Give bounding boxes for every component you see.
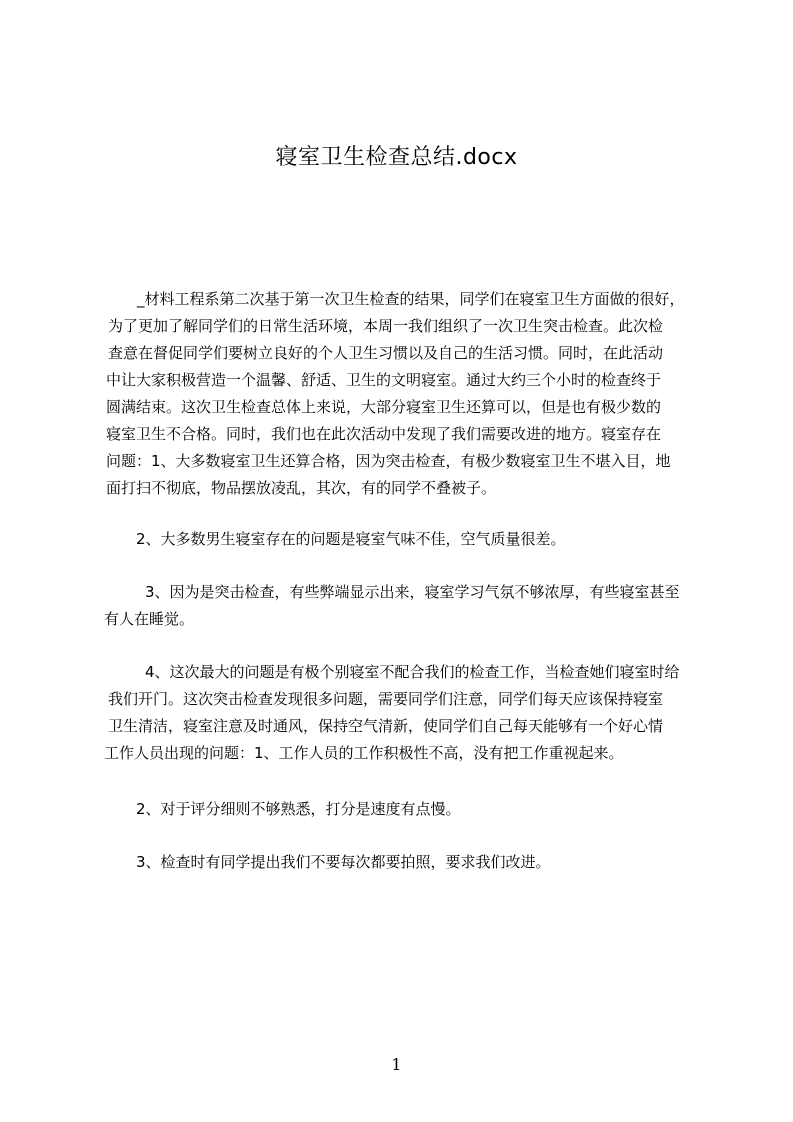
- paragraph-1-line-8: 面打扫不彻底，物品摆放凌乱，其次，有的同学不叠被子。: [106, 479, 497, 497]
- paragraph-3-line-1: 3、因为是突击检查，有些弊端显示出来，寝室学习气氛不够浓厚，有些寝室甚至: [145, 583, 680, 601]
- document-title: 寝室卫生检查总结.docx: [275, 145, 518, 170]
- paragraph-1-line-5: 圆满结束。这次卫生检查总体上来说，大部分寝室卫生还算可以，但是也有极少数的: [106, 398, 662, 416]
- paragraph-3-line-2: 有人在睡觉。: [104, 610, 195, 628]
- paragraph-1-line-6: 寝室卫生不合格。同时，我们也在此次活动中发现了我们需要改进的地方。寝室存在: [106, 425, 662, 443]
- paragraph-1-line-7: 问题：1、大多数寝室卫生还算合格，因为突击检查，有极少数寝室卫生不堪入目，地: [106, 452, 671, 470]
- page-number: 1: [391, 1055, 402, 1074]
- paragraph-5: 2、对于评分细则不够熟悉，打分是速度有点慢。: [136, 800, 461, 818]
- paragraph-4-line-3: 卫生清洁，寝室注意及时通风，保持空气清新，使同学们自己每天能够有一个好心情: [108, 717, 664, 735]
- paragraph-1-line-1: _材料工程系第二次基于第一次卫生检查的结果，同学们在寝室卫生方面做的很好，: [137, 290, 685, 308]
- paragraph-4-line-4: 工作人员出现的问题：1、工作人员的工作积极性不高，没有把工作重视起来。: [104, 744, 624, 762]
- paragraph-1-line-4: 中让大家积极营造一个温馨、舒适、卫生的文明寝室。通过大约三个小时的检查终于: [106, 371, 662, 389]
- paragraph-2: 2、大多数男生寝室存在的问题是寝室气味不佳，空气质量很差。: [136, 530, 566, 548]
- paragraph-4-line-1: 4、这次最大的问题是有极个别寝室不配合我们的检查工作，当检查她们寝室时给: [145, 663, 680, 681]
- paragraph-1-line-2: 为了更加了解同学们的日常生活环境，本周一我们组织了一次卫生突击检查。此次检: [108, 317, 664, 335]
- paragraph-4-line-2: 我们开门。这次突击检查发现很多问题，需要同学们注意，同学们每天应该保持寝室: [108, 690, 664, 708]
- paragraph-6: 3、检查时有同学提出我们不要每次都要拍照，要求我们改进。: [136, 853, 551, 871]
- paragraph-1-line-3: 查意在督促同学们要树立良好的个人卫生习惯以及自己的生活习惯。同时，在此活动: [108, 344, 664, 362]
